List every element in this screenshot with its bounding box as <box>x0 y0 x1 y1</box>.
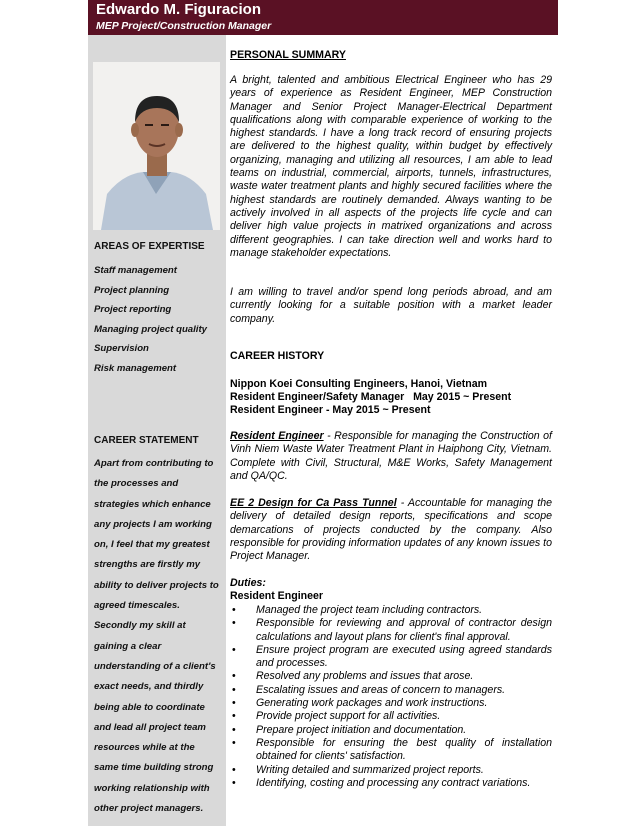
duty-item: • Responsible for reviewing and approval of contractor design calculations and layout plans for client's final approval. <box>232 617 552 643</box>
expertise-heading: AREAS OF EXPERTISE <box>94 241 205 252</box>
bullet-icon: • <box>232 776 236 789</box>
statement-line: being able to coordinate <box>94 701 205 713</box>
bullet-icon: • <box>232 710 236 723</box>
statement-line: agreed timescales. <box>94 600 180 612</box>
summary-paragraph-2: I am willing to travel and/or spend long periods abroad, and am currently looking for a suitable position with a market leader company. <box>230 286 552 325</box>
portrait-image <box>93 62 220 230</box>
statement-line: and lead all project team <box>94 721 206 733</box>
statement-line: any projects I am working <box>94 518 212 530</box>
statement-line: strategies which enhance <box>94 498 211 510</box>
expertise-item: Staff management <box>94 265 177 276</box>
bullet-icon: • <box>232 697 236 710</box>
duty-item: • Resolved any problems and issues that arose. <box>232 670 474 683</box>
header-banner <box>88 0 558 35</box>
statement-line: on, I feel that my greatest <box>94 539 210 551</box>
statement-line: strengths are firstly my <box>94 559 201 571</box>
statement-line: the processes and <box>94 478 179 490</box>
statement-line: ability to deliver projects to <box>94 579 219 591</box>
candidate-name: Edwardo M. Figuracion <box>96 1 262 18</box>
bullet-icon: • <box>232 736 236 749</box>
bullet-icon: • <box>232 723 236 736</box>
expertise-item: Managing project quality <box>94 323 208 335</box>
duty-item: • Generating work packages and work instructions. <box>232 697 488 710</box>
expertise-item: Project reporting <box>94 304 172 316</box>
summary-heading: PERSONAL SUMMARY <box>230 49 346 61</box>
project-1-description <box>230 430 552 483</box>
career-history-heading: CAREER HISTORY <box>230 350 325 362</box>
career-statement-text <box>94 458 219 823</box>
bullet-icon: • <box>232 617 236 630</box>
bullet-icon: • <box>232 670 236 683</box>
career-statement-heading: CAREER STATEMENT <box>94 435 199 446</box>
candidate-title: MEP Project/Construction Manager <box>96 20 272 32</box>
duty-item: • Prepare project initiation and documentation. <box>232 723 467 736</box>
project-2-title: EE 2 Design for Ca Pass Tunnel <box>230 497 397 509</box>
duties-list <box>230 604 552 790</box>
project-2-description <box>230 497 552 563</box>
duty-item: • Provide project support for all activities. <box>232 710 441 723</box>
statement-line: Secondly my skill at <box>94 620 186 632</box>
duty-item: • Identifying, costing and processing any contract variations. <box>232 776 531 789</box>
duty-item: • Responsible for ensuring the best quality of installation obtained for clients' satisfaction. <box>232 736 552 763</box>
bullet-icon: • <box>232 763 236 776</box>
duty-item: • Managed the project team including contractors. <box>232 604 483 616</box>
sidebar <box>88 35 226 826</box>
statement-line: working relationship with <box>94 782 210 794</box>
statement-line: exact needs, and thirdly <box>94 681 204 693</box>
statement-line: same time building strong <box>94 762 214 774</box>
duties-role: Resident Engineer <box>230 590 324 602</box>
expertise-item: Project planning <box>94 284 170 296</box>
employer-name: Nippon Koei Consulting Engineers, Hanoi, Vietnam <box>230 378 488 390</box>
duty-item: • Escalating issues and areas of concern to managers. <box>232 683 506 696</box>
expertise-item: Risk management <box>94 362 177 374</box>
bullet-icon: • <box>232 643 236 656</box>
role-line-1: Resident Engineer/Safety Manager May 2015 ~ Present <box>230 391 512 403</box>
bullet-icon: • <box>232 683 236 696</box>
summary-paragraph-1: A bright, talented and ambitious Electrical Engineer who has 29 years of experience as Resident Engineer, MEP Construction Manager and Senior Project Manager-Electrical Department qualifications along with comparable experience of working to the highest standards. I have a long track record of ensuring projects are delivered to the highest quality, within budget by effectively organizing, managing and utilizing all resources, I am able to lead teams on industrial, commercial, airports, tunnels, infrastructures, waste water treatment plants and highly secured facilities where the highest standards are routinely demanded. Always wanting to be actively involved in all aspects of the projects life cycle and can deliver high value projects in matrixed organizations and across different geographies. I can take direction well and works hard to manage stakeholder expectations. <box>230 74 552 259</box>
expertise-item: Supervision <box>94 343 149 355</box>
bullet-icon: • <box>232 604 236 616</box>
expertise-list <box>94 265 207 383</box>
duties-heading: Duties: <box>230 577 266 589</box>
project-1-text: - Responsible for managing the Construction of Vinh Niem Waste Water Treatment Plant in Haiphong City, Vietnam. Complete with Civil, Structural, M&E Works, Safety Management and QA/QC. <box>230 430 552 482</box>
project-1-title: Resident Engineer <box>230 430 324 442</box>
role-line-2: Resident Engineer - May 2015 ~ Present <box>230 404 431 416</box>
statement-line: resources while at the <box>94 742 195 754</box>
profile-photo <box>93 62 220 230</box>
statement-line: understanding of a client's <box>94 660 216 672</box>
statement-line: gaining a clear <box>94 640 162 652</box>
duty-item: • Ensure project program are executed using agreed standards and processes. <box>232 643 552 670</box>
project-2-text: - Accountable for managing the delivery of detailed design reports, specifications and scope demarcations of projects conducted by the company. Also responsible for providing information updates of any known issues to Project Manager. <box>230 497 552 563</box>
statement-line: Apart from contributing to <box>94 458 214 469</box>
statement-line: other project managers. <box>94 803 204 815</box>
duty-item: • Writing detailed and summarized project reports. <box>232 763 484 776</box>
